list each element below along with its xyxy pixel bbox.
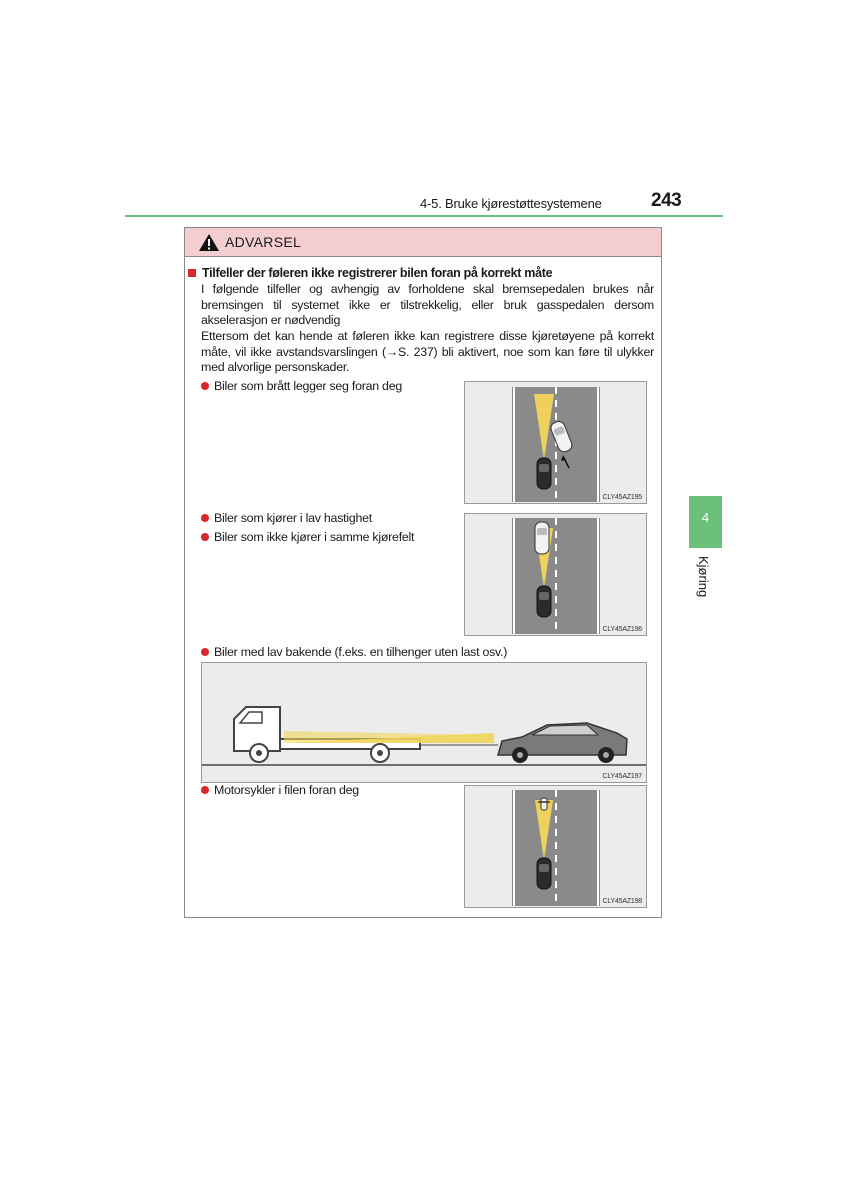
warning-heading <box>188 266 552 280</box>
bullet-dot <box>201 786 209 794</box>
chapter-tab[interactable]: 4 <box>689 496 722 548</box>
bullet-cut-in <box>201 379 402 393</box>
figure-motorcycle <box>464 785 647 908</box>
bullet-dot <box>201 382 209 390</box>
figure-code: CLY45AZ197 <box>602 773 642 780</box>
bullet-low-rear <box>201 645 507 659</box>
warning-triangle-icon <box>198 233 220 252</box>
bullet-text: Motorsykler i filen foran deg <box>214 783 359 797</box>
bullet-motorcycle <box>201 783 359 797</box>
paragraph-instructions: I følgende tilfeller og avhengig av forholdene skal bremsepedalen brukes når bremsingen til systemet ikke er tilstrekkelig, eller bruk gasspedalen dersom akselerasjon er nødvendig <box>201 282 654 328</box>
chapter-tab-label: Kjøring <box>696 556 711 598</box>
warning-heading-text: Tilfeller der føleren ikke registrerer bilen foran på korrekt måte <box>202 266 553 280</box>
bullet-dot <box>201 648 209 656</box>
warning-box <box>184 227 662 918</box>
heading-square-marker <box>188 269 196 277</box>
bullet-text: Biler som brått legger seg foran deg <box>214 379 402 393</box>
page-number: 243 <box>651 190 682 211</box>
figure-low-trailer <box>201 662 647 783</box>
figure-code: CLY45AZ198 <box>602 898 642 905</box>
bullet-low-speed <box>201 511 372 525</box>
header-rule <box>125 215 723 217</box>
warning-header <box>185 228 661 257</box>
paragraph-consequence: Ettersom det kan hende at føleren ikke kan registrere disse kjøretøyene på korrekt måte, vil ikke avstandsvarslingen (→S. 237) bli aktivert, noe som kan føre til ulykker med alvorlige personskader. <box>201 329 654 375</box>
figure-cut-in <box>464 381 647 504</box>
figure-slow-vehicle <box>464 513 647 636</box>
bullet-other-lane <box>201 530 414 544</box>
figure-code: CLY45AZ196 <box>602 626 642 633</box>
bullet-dot <box>201 514 209 522</box>
figure-code: CLY45AZ195 <box>602 494 642 501</box>
running-header-section: 4-5. Bruke kjørestøttesystemene <box>420 196 602 211</box>
bullet-text: Biler som kjører i lav hastighet <box>214 511 372 525</box>
warning-title: ADVARSEL <box>225 234 302 250</box>
bullet-dot <box>201 533 209 541</box>
bullet-text: Biler med lav bakende (f.eks. en tilhenger uten last osv.) <box>214 645 508 659</box>
bullet-text: Biler som ikke kjører i samme kjørefelt <box>214 530 415 544</box>
